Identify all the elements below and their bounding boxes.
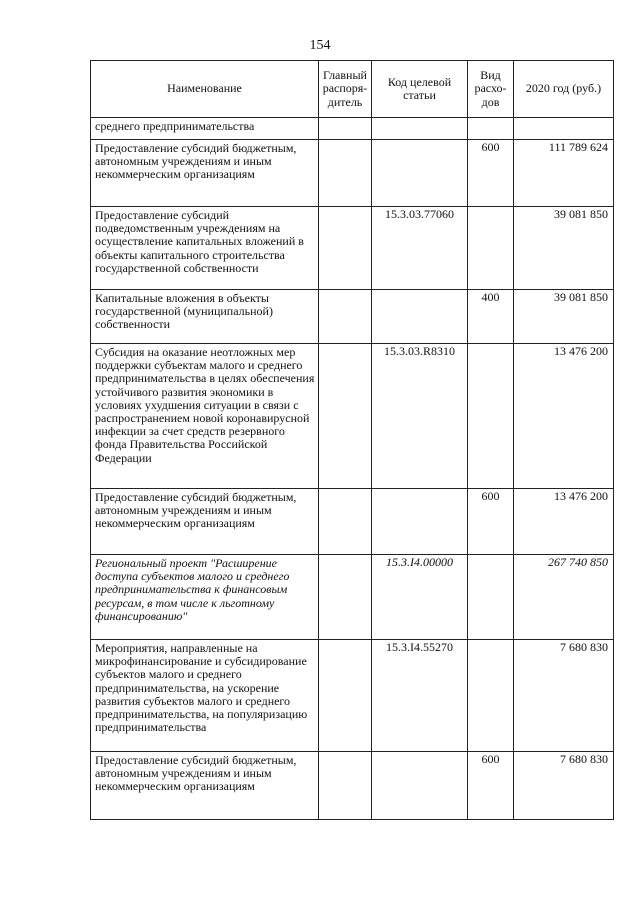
row-amount: 111 789 624 — [514, 140, 614, 207]
row-amount: 7 680 830 — [514, 752, 614, 820]
header-code: Код целевой статьи — [372, 61, 468, 118]
row-name: Субсидия на оказание неотложных мер поддержки субъектам малого и среднего предпринимательства в целях обеспечения устойчивого развития экономики в условиях ухудшения ситуации в связи с распространением новой коронавирусной инфекции за счет средств резервного фонда Правительства Российской Федерации — [91, 344, 319, 489]
row-code: 15.3.03.77060 — [372, 207, 468, 290]
row-type — [468, 640, 514, 752]
row-amount: 39 081 850 — [514, 290, 614, 344]
row-type: 400 — [468, 290, 514, 344]
row-manager — [319, 489, 372, 555]
row-code — [372, 290, 468, 344]
row-name: среднего предпринимательства — [91, 118, 319, 140]
table-row — [91, 752, 614, 820]
table-row — [91, 118, 614, 140]
row-manager — [319, 118, 372, 140]
row-manager — [319, 752, 372, 820]
row-name: Мероприятия, направленные на микрофинансирование и субсидирование субъектов малого и среднего предпринимательства, на ускорение развития субъектов малого и среднего предпринимательства, на популяризацию предпринимательства — [91, 640, 319, 752]
header-name: Наименование — [91, 61, 319, 118]
row-code: 15.3.I4.00000 — [372, 555, 468, 640]
row-name: Предоставление субсидий бюджетным, автономным учреждениям и иным некоммерческим организациям — [91, 140, 319, 207]
header-amount: 2020 год (руб.) — [514, 61, 614, 118]
row-name: Предоставление субсидий бюджетным, автономным учреждениям и иным некоммерческим организациям — [91, 752, 319, 820]
table-row — [91, 555, 614, 640]
row-manager — [319, 207, 372, 290]
row-manager — [319, 344, 372, 489]
table-row — [91, 489, 614, 555]
row-code — [372, 489, 468, 555]
table-row — [91, 140, 614, 207]
row-type — [468, 555, 514, 640]
row-manager — [319, 555, 372, 640]
row-code — [372, 752, 468, 820]
row-code — [372, 140, 468, 207]
table-row — [91, 290, 614, 344]
row-amount: 267 740 850 — [514, 555, 614, 640]
row-name: Региональный проект "Расширение доступа субъектов малого и среднего предпринимательства к финансовым ресурсам, в том числе к льготному финансированию" — [91, 555, 319, 640]
row-amount: 13 476 200 — [514, 489, 614, 555]
table-header-row — [91, 61, 614, 118]
row-name: Капитальные вложения в объекты государственной (муниципальной) собственности — [91, 290, 319, 344]
row-code: 15.3.03.R8310 — [372, 344, 468, 489]
row-manager — [319, 140, 372, 207]
row-amount: 13 476 200 — [514, 344, 614, 489]
row-amount — [514, 118, 614, 140]
row-name: Предоставление субсидий бюджетным, автономным учреждениям и иным некоммерческим организациям — [91, 489, 319, 555]
table-row — [91, 344, 614, 489]
row-manager — [319, 640, 372, 752]
row-type: 600 — [468, 489, 514, 555]
row-name: Предоставление субсидий подведомственным учреждениям на осуществление капитальных вложений в объекты капитального строительства государственной собственности — [91, 207, 319, 290]
row-code — [372, 118, 468, 140]
row-amount: 39 081 850 — [514, 207, 614, 290]
row-type — [468, 207, 514, 290]
row-type: 600 — [468, 140, 514, 207]
row-type: 600 — [468, 752, 514, 820]
row-type — [468, 344, 514, 489]
row-amount: 7 680 830 — [514, 640, 614, 752]
page-number: 154 — [309, 38, 331, 53]
table-row — [91, 640, 614, 752]
row-code: 15.3.I4.55270 — [372, 640, 468, 752]
budget-table — [90, 60, 614, 820]
table-row — [91, 207, 614, 290]
header-manager: Главный распоря-дитель — [319, 61, 372, 118]
row-manager — [319, 290, 372, 344]
row-type — [468, 118, 514, 140]
header-type: Вид расхо-дов — [468, 61, 514, 118]
